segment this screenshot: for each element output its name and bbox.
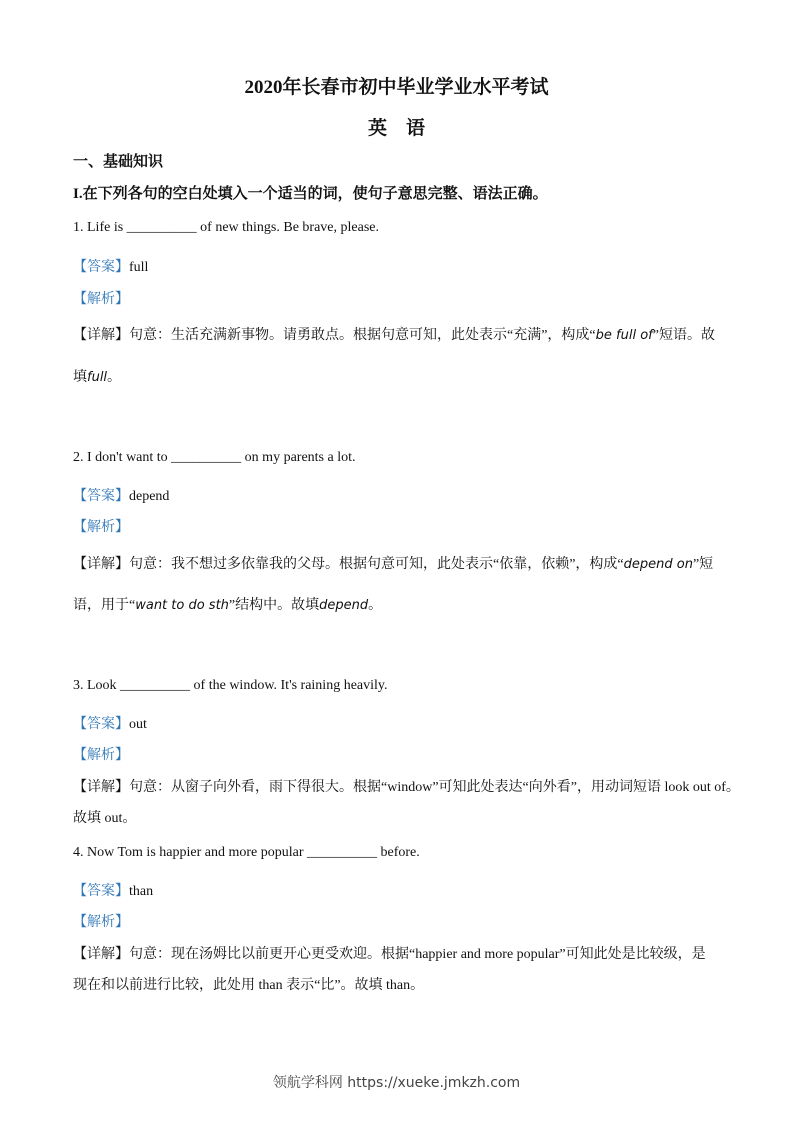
detail-text: ”短 — [692, 557, 714, 572]
question-4: 4. Now Tom is happier and more popular __________ before. — [73, 845, 420, 860]
answer-value: full — [129, 260, 149, 275]
answer-value: than — [129, 884, 154, 899]
answer-value: out — [129, 717, 147, 732]
instruction: I.在下列各句的空白处填入一个适当的词，使句子意思完整、语法正确。 — [73, 186, 548, 202]
question-3: 3. Look __________ of the window. It's raining heavily. — [73, 678, 388, 693]
detail-text: 语，用于“ — [73, 598, 136, 613]
detail-2-line-2 — [73, 594, 382, 614]
detail-text: ”短语。故 — [652, 328, 715, 343]
detail-3-line-2: 故填 out。 — [73, 811, 137, 826]
detail-phrase: be full of — [595, 328, 653, 343]
detail-4-line-1: 【详解】句意：现在汤姆比以前更开心更受欢迎。根据“happier and more popular”可知此处是比较级，是 — [73, 947, 706, 962]
detail-text: ”结构中。故填 — [228, 598, 320, 613]
subject-title: 英 语 — [367, 118, 425, 139]
answer-tag: 【答案】 — [73, 489, 129, 504]
analysis-tag-3: 【解析】 — [73, 748, 129, 763]
analysis-tag-2: 【解析】 — [73, 520, 129, 535]
analysis-tag-1: 【解析】 — [73, 292, 129, 307]
detail-phrase: depend on — [623, 557, 693, 572]
detail-text: 。 — [368, 598, 383, 613]
answer-tag: 【答案】 — [73, 260, 129, 275]
detail-1-line-1 — [73, 324, 715, 344]
answer-2 — [73, 485, 169, 505]
footer-watermark: 领航学科网 https://xueke.jmkzh.com — [272, 1075, 521, 1091]
question-1: 1. Life is __________ of new things. Be brave, please. — [73, 220, 379, 235]
page-title: 2020年长春市初中毕业学业水平考试 — [244, 77, 549, 98]
detail-text: 。 — [107, 370, 122, 385]
question-2: 2. I don't want to __________ on my parents a lot. — [73, 450, 356, 465]
answer-1 — [73, 256, 148, 276]
answer-4 — [73, 880, 153, 900]
detail-phrase: full — [87, 370, 108, 385]
detail-3-line-1: 【详解】句意：从窗子向外看，雨下得很大。根据“window”可知此处表达“向外看”，用动词短语 look out of。 — [73, 780, 740, 795]
detail-1-line-2 — [73, 366, 121, 386]
detail-text: 【详解】句意：我不想过多依靠我的父母。根据句意可知，此处表示“依靠，依赖”，构成“ — [73, 557, 624, 572]
answer-tag: 【答案】 — [73, 884, 129, 899]
section-heading: 一、基础知识 — [73, 154, 164, 170]
detail-2-line-1 — [73, 553, 713, 573]
analysis-tag-4: 【解析】 — [73, 915, 129, 930]
answer-3 — [73, 713, 147, 733]
answer-value: depend — [129, 489, 170, 504]
detail-phrase: want to do sth — [135, 598, 229, 613]
detail-text: 填 — [73, 370, 87, 385]
detail-text: 【详解】句意：生活充满新事物。请勇敢点。根据句意可知，此处表示“充满”，构成“ — [73, 328, 596, 343]
answer-tag: 【答案】 — [73, 717, 129, 732]
detail-4-line-2: 现在和以前进行比较，此处用 than 表示“比”。故填 than。 — [73, 978, 425, 993]
detail-phrase: depend — [319, 598, 369, 613]
